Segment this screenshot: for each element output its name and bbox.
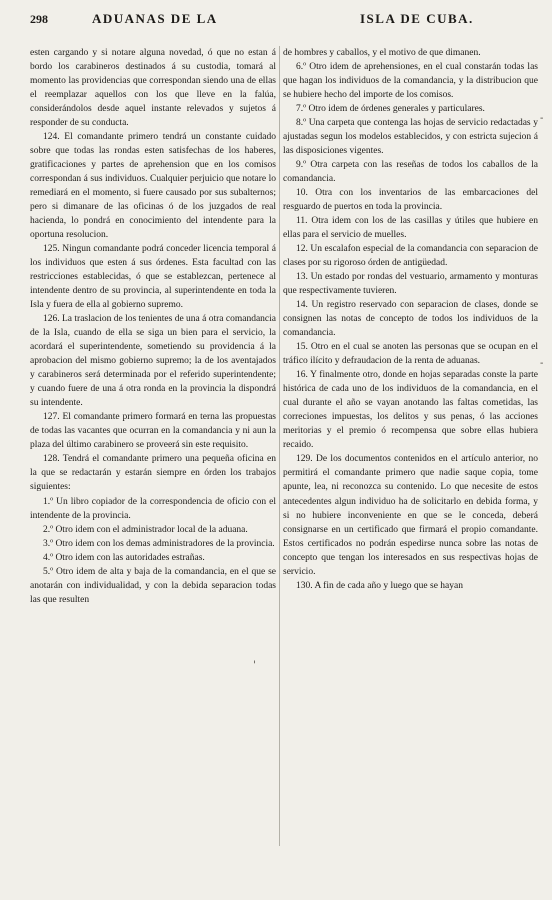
list-item: 16. Y finalmente otro, donde en hojas separadas conste la parte histórica de cada uno de los individuos de la comandancia, en el cual durante el año se vayan anotando las faltas cometidas, las correciones impuestas, los delitos y sus penas, ó las acciones meritorias y el premio ó recompensa que sobre ellas hubiera recaido. <box>283 370 538 451</box>
paragraph: de hombres y caballos, y el motivo de que dimanen. <box>283 48 481 58</box>
list-item: 2.º Otro idem con el administrador local de la aduana. <box>43 524 248 535</box>
list-item: 9.º Otra carpeta con las reseñas de todos los caballos de la comandancia. <box>283 160 538 185</box>
paragraph: 128. Tendrá el comandante primero una pequeña oficina en la que se redactarán y estarán siempre en órden los trabajos siguientes: <box>30 454 276 493</box>
column-divider <box>279 46 280 846</box>
list-item: 11. Otra idem con los de las casillas y útiles que hubiere en ellas para el servicio de muelles. <box>283 216 538 241</box>
paragraph: 130. A fin de cada año y luego que se hayan <box>296 580 463 591</box>
paragraph: 126. La traslacion de los tenientes de una á otra comandancia de la Isla, cuando de ella se siga un bien para el servicio, la acordará el superintendente, sometiendo su providencia á la aprobacion del mismo gobierno supremo; la de los aventajados y carabineros será determinada por el referido superintendente; y cuando fuere de una á otra ronda en la provincia la dispondrá su intendente. <box>30 314 276 409</box>
list-item: 5.º Otro idem de alta y baja de la comandancia, en el que se anotarán con individualidad, y con la debida separacion todas las que resulten <box>30 566 276 605</box>
margin-mark: - <box>540 358 544 369</box>
paragraph: 125. Ningun comandante podrá conceder licencia temporal á los individuos que esten á sus órdenes. Esta facultad con las restricciones establecidas, ó que se establezcan, pertenece al intendente dentro de su provincia, al superintendente en toda la Isla y fuera de ella al gobierno supremo. <box>30 244 276 311</box>
running-title-left: ADUANAS DE LA <box>92 11 218 26</box>
page-header <box>30 8 538 28</box>
list-item: 4.º Otro idem con las autoridades estrañas. <box>43 552 205 563</box>
list-item: 10. Otra con los inventarios de las embarcaciones del resguardo de puertos en toda la provincia. <box>283 188 538 213</box>
list-item: 6.º Otro idem de aprehensiones, en el cual constarán todas las que hagan los individuos de la comandancia, y la distribucion que se hubiere hecho del importe de los comisos. <box>283 62 538 101</box>
list-item: 13. Un estado por rondas del vestuario, armamento y monturas que respectivamente tuvieren. <box>283 272 538 297</box>
margin-mark: - <box>540 113 544 124</box>
list-item: 14. Un registro reservado con separacion de clases, donde se consignen las notas de concepto de todos los individuos de la comandancia. <box>283 300 538 339</box>
paragraph: 129. De los documentos contenidos en el artículo anterior, no permitirá el comandante primero que nadie saque copia, tome apunte, lea, ni reconozca su contenido. Lo que necesite de estos antecedentes algun individuo ha de solicitarlo en debida forma, y si no hubiere inconveniente en que se le conceda, deberá consignarse en un certificado que firmará el propio comandante. Estos certificados no podrán espedirse nunca sobre las notas de concepto que tengan los interesados en sus respectivas hojas de servicio. <box>283 454 538 577</box>
paragraph: 124. El comandante primero tendrá un constante cuidado sobre que todas las rondas esten satisfechas de los haberes, gratificaciones y partes de aprehension que en los comisos correspondan á sus individuos. Cualquier perjuicio que notare lo remediará en el momento, si fuere causado por sus subalternos; pero si dimanare de las oficinas ó de los juzgados de real hacienda, lo pondrá en conocimiento del intendente para la oportuna resolucion. <box>30 132 276 241</box>
list-item: 1.º Un libro copiador de la correspondencia de oficio con el intendente de la provincia. <box>30 496 276 521</box>
list-item: 7.º Otro idem de órdenes generales y particulares. <box>296 104 485 115</box>
list-item: 15. Otro en el cual se anoten las personas que se ocupan en el tráfico ilícito y defraudacion de la renta de aduanas. <box>283 342 538 367</box>
running-title-right: ISLA DE CUBA. <box>360 11 474 26</box>
list-item: 3.º Otro idem con los demas administradores de la provincia. <box>43 538 275 549</box>
list-item: 12. Un escalafon especial de la comandancia con separacion de clases por su rigoroso órden de antigüedad. <box>283 244 538 269</box>
list-item: 8.º Una carpeta que contenga las hojas de servicio redactadas y ajustadas segun los modelos establecidos, y con estricta sujecion á las disposiciones vigentes. <box>283 118 538 157</box>
margin-mark: ' <box>253 660 256 671</box>
paragraph: 127. El comandante primero formará en terna las propuestas de todas las vacantes que ocurran en la comandancia y ni aun la plaza del último carabinero se proveerá sin este requisito. <box>30 412 276 451</box>
right-column <box>283 46 538 888</box>
paragraph: esten cargando y si notare alguna novedad, ó que no estan á bordo los carabineros destinados á su custodia, tomará al momento las providencias que correspondan siendo una de ellas el reemplazar aquellos con los que lleve en la falúa, considerándolos desde aquel instante relevados y sujetos á responder de su conducta. <box>30 48 276 129</box>
page-number: 298 <box>30 12 48 26</box>
left-column <box>30 46 276 888</box>
